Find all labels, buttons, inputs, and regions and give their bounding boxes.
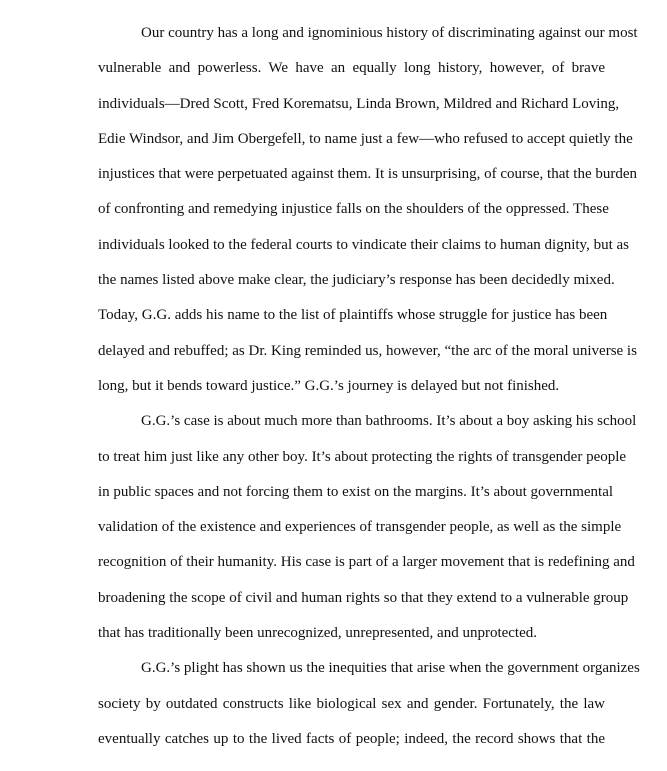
text-line: validation of the existence and experiences of transgender people, as well as the simple [98, 519, 622, 536]
text-line: the names listed above make clear, the judiciary’s response has been decidedly mixed. [98, 272, 615, 289]
text-line: delayed and rebuffed; as Dr. King reminded us, however, “the arc of the moral universe is [98, 342, 637, 359]
text-line: recognition of their humanity. His case is part of a larger movement that is redefining and [98, 554, 635, 571]
paragraph-1 [55, 16, 638, 404]
text-line: injustices that were perpetuated against them. It is unsurprising, of course, that the burden [98, 166, 638, 183]
paragraph-3 [55, 651, 640, 757]
text-line: in public spaces and not forcing them to exist on the margins. It’s about governmental [98, 483, 614, 500]
text-line: broadening the scope of civil and human rights so that they extend to a vulnerable group [98, 589, 629, 606]
text-line: long, but it bends toward justice.” G.G.’s journey is delayed but not finished. [98, 377, 560, 394]
text-line: of confronting and remedying injustice falls on the shoulders of the oppressed. These [98, 201, 609, 218]
text-line: to treat him just like any other boy. It’s about protecting the rights of transgender people [98, 448, 627, 465]
text-line: individuals—Dred Scott, Fred Korematsu, Linda Brown, Mildred and Richard Loving, [98, 95, 620, 112]
text-line: Our country has a long and ignominious history of discriminating against our most [141, 25, 638, 41]
text-line: society by outdated constructs like biological sex and gender. Fortunately, the law [98, 695, 605, 712]
text-line: that has traditionally been unrecognized, unrepresented, and unprotected. [98, 625, 537, 642]
text-line: eventually catches up to the lived facts of people; indeed, the record shows that the [98, 730, 605, 747]
text-line: individuals looked to the federal courts to vindicate their claims to human dignity, but as [98, 236, 629, 253]
text-line: G.G.’s case is about much more than bathrooms. It’s about a boy asking his school [141, 413, 637, 430]
document-page [55, 16, 640, 757]
text-line: G.G.’s plight has shown us the inequities that arise when the government organizes [141, 660, 640, 677]
paragraph-2 [55, 404, 637, 651]
text-line: Today, G.G. adds his name to the list of plaintiffs whose struggle for justice has been [98, 307, 608, 324]
text-line: vulnerable and powerless. We have an equally long history, however, of brave [98, 60, 605, 77]
text-line: Edie Windsor, and Jim Obergefell, to name just a few—who refused to accept quietly the [98, 130, 633, 147]
